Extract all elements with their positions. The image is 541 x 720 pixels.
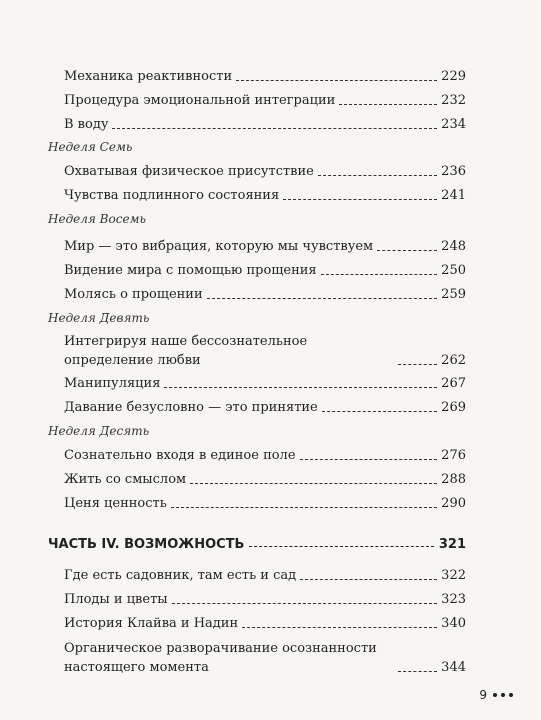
leader-dots (398, 671, 437, 672)
toc-entry[interactable] (64, 469, 466, 489)
toc-entry-title: История Клайва и Надин (64, 616, 239, 631)
toc-entry-page: 276 (441, 448, 466, 463)
toc-entry[interactable] (64, 330, 466, 370)
part-heading[interactable] (48, 532, 466, 552)
toc-entry-title: Где есть садовник, там есть и сад (64, 568, 297, 583)
toc-entry-page: 267 (441, 376, 466, 391)
toc-entry-title: В воду (64, 117, 109, 132)
leader-dots (322, 411, 437, 412)
toc-entry[interactable] (64, 589, 466, 609)
toc-entry[interactable] (64, 260, 466, 280)
ellipsis-bullets-icon (493, 693, 513, 697)
toc-entry-title: Жить со смыслом (64, 472, 187, 487)
leader-dots (283, 199, 437, 200)
leader-dots (190, 483, 437, 484)
leader-dots (207, 298, 438, 299)
toc-entry-page: 323 (441, 592, 466, 607)
week-heading: Неделя Восемь (48, 212, 147, 226)
toc-entry-title: Мир — это вибрация, которую мы чувствуем (64, 239, 374, 254)
toc-entry[interactable] (64, 445, 466, 465)
leader-dots (242, 627, 437, 628)
leader-dots (172, 603, 438, 604)
toc-entry-title: Манипуляция (64, 376, 161, 391)
toc-entry-title: Механика реактивности (64, 69, 233, 84)
toc-entry-page: 322 (441, 568, 466, 583)
toc-entry[interactable] (64, 397, 466, 417)
week-heading: Неделя Девять (48, 311, 150, 325)
toc-entry-title: Интегрируя наше бессознательное определение любви (64, 334, 308, 368)
week-heading: Неделя Семь (48, 140, 133, 154)
toc-entry-page: 236 (441, 164, 466, 179)
page-number-text: 9 (479, 688, 487, 702)
toc-entry[interactable] (64, 185, 466, 205)
toc-entry-page: 288 (441, 472, 466, 487)
toc-entry[interactable] (64, 66, 466, 86)
toc-entry[interactable] (64, 613, 466, 633)
week-heading: Неделя Десять (48, 424, 150, 438)
toc-entry-title: Молясь о прощении (64, 287, 203, 302)
leader-dots (321, 274, 438, 275)
toc-entry-title: Плоды и цветы (64, 592, 168, 607)
toc-entry[interactable] (64, 236, 466, 256)
toc-entry-page: 340 (441, 616, 466, 631)
toc-entry[interactable] (64, 637, 466, 677)
part-title: ЧАСТЬ IV. ВОЗМОЖНОСТЬ (48, 537, 245, 552)
toc-entry-title: Давание безусловно — это принятие (64, 400, 318, 415)
toc-entry[interactable] (64, 161, 466, 181)
leader-dots (318, 175, 437, 176)
page-number (479, 688, 513, 702)
toc-entry-page: 259 (441, 287, 466, 302)
toc-entry-title: Видение мира с помощью прощения (64, 263, 317, 278)
toc-entry-page: 269 (441, 400, 466, 415)
toc-entry-page: 232 (441, 93, 466, 108)
toc-entry-title: Чувства подлинного состояния (64, 188, 280, 203)
toc-entry-page: 248 (441, 239, 466, 254)
toc-entry[interactable] (64, 114, 466, 134)
leader-dots (398, 364, 437, 365)
toc-entry-page: 290 (441, 496, 466, 511)
toc-entry-page: 241 (441, 188, 466, 203)
leader-dots (300, 459, 438, 460)
leader-dots (339, 104, 437, 105)
leader-dots (171, 507, 437, 508)
toc-entry[interactable] (64, 373, 466, 393)
toc-entry-title: Процедура эмоциональной интеграции (64, 93, 336, 108)
toc-entry-page: 262 (441, 353, 466, 368)
part-page: 321 (438, 537, 466, 552)
toc-entry[interactable] (64, 284, 466, 304)
leader-dots (164, 387, 437, 388)
toc-entry[interactable] (64, 493, 466, 513)
toc-entry-page: 229 (441, 69, 466, 84)
leader-dots (377, 250, 437, 251)
toc-entry-page: 234 (441, 117, 466, 132)
toc-entry-title: Сознательно входя в единое поле (64, 448, 296, 463)
leader-dots (236, 80, 437, 81)
leader-dots (249, 546, 433, 547)
leader-dots (112, 128, 437, 129)
toc-entry-title: Органическое разворачивание осознанности настоящего момента (64, 641, 377, 675)
toc-entry-title: Ценя ценность (64, 496, 167, 511)
toc-entry[interactable] (64, 90, 466, 110)
toc-entry[interactable] (64, 565, 466, 585)
toc-entry-page: 344 (441, 660, 466, 675)
toc-entry-page: 250 (441, 263, 466, 278)
leader-dots (300, 579, 437, 580)
toc-entry-title: Охватывая физическое присутствие (64, 164, 314, 179)
